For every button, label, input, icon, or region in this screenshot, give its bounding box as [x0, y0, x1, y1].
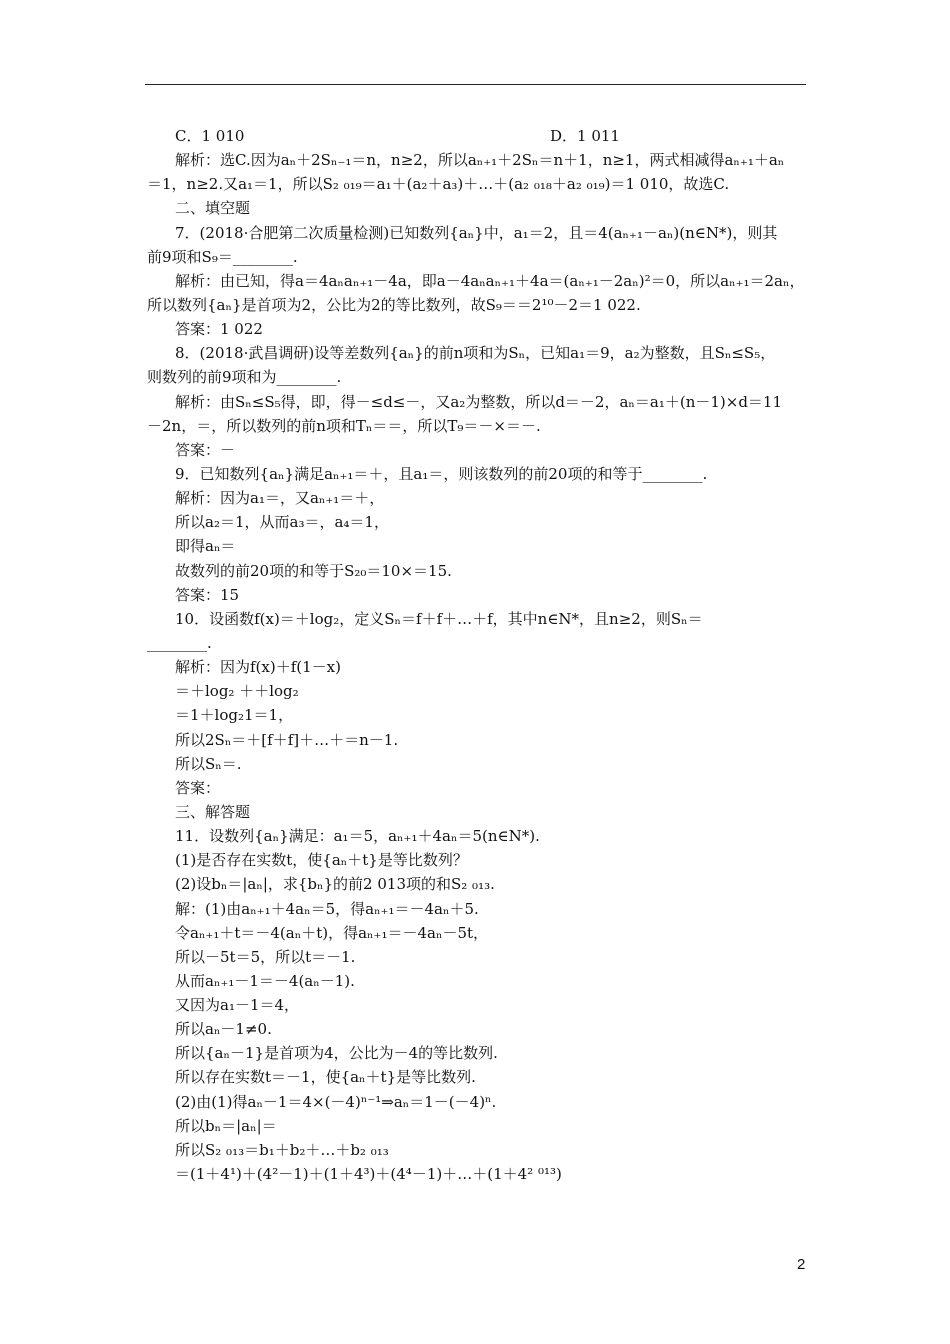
solution-11-line-10: 所以bₙ＝|aₙ|＝: [175, 1116, 277, 1135]
question-7-line-1: 7．(2018·合肥第二次质量检测)已知数列{aₙ}中，a₁＝2，且＝4(aₙ₊₁－aₙ)(n∈N*)，则其: [175, 223, 778, 242]
solution-11-line-1: 解：(1)由aₙ₊₁＋4aₙ＝5，得aₙ₊₁＝－4aₙ＋5.: [175, 899, 479, 918]
solution-10-line-2: ＝＋log₂ ＋＋log₂: [175, 682, 299, 701]
solution-11-line-6: 所以aₙ－1≠0.: [175, 1020, 272, 1039]
question-11-part-2: (2)设bₙ＝|aₙ|，求{bₙ}的前2 013项的和S₂ ₀₁₃.: [175, 875, 495, 894]
question-8-line-2: 则数列的前9项和为________.: [147, 368, 342, 387]
answer-8: 答案：－: [175, 440, 236, 459]
solution-11-line-3: 所以－5t＝5，所以t＝－1.: [175, 947, 356, 966]
header-rule: [145, 84, 806, 85]
choice-row: [147, 124, 809, 148]
question-8-line-1: 8．(2018·武昌调研)设等差数列{aₙ}的前n项和为Sₙ，已知a₁＝9，a₂为整数，且Sₙ≤S₅，: [175, 344, 776, 363]
page-number: 2: [797, 1256, 806, 1273]
choice-c: C．1 010: [175, 127, 245, 145]
section-heading-solve: 三、解答题: [175, 802, 251, 821]
question-11: 11．设数列{aₙ}满足：a₁＝5，aₙ₊₁＋4aₙ＝5(n∈N*).: [175, 827, 540, 846]
solution-9-line-1: 解析：因为a₁＝，又aₙ₊₁＝＋，: [175, 489, 385, 508]
question-10-line-1: 10．设函数f(x)＝＋log₂，定义Sₙ＝f＋f＋…＋f，其中n∈N*，且n≥2，则Sₙ＝: [175, 609, 703, 628]
solution-9-line-3: 即得aₙ＝: [175, 537, 236, 556]
solution-11-line-2: 令aₙ₊₁＋t＝－4(aₙ＋t)，得aₙ₊₁＝－4aₙ－5t，: [175, 923, 489, 942]
solution-11-line-7: 所以{aₙ－1}是首项为4，公比为－4的等比数列.: [175, 1044, 498, 1063]
question-11-part-1: (1)是否存在实数t，使{aₙ＋t}是等比数列？: [175, 851, 468, 870]
solution-10-line-5: 所以Sₙ＝.: [175, 754, 242, 773]
solution-11-line-8: 所以存在实数t＝－1，使{aₙ＋t}是等比数列.: [175, 1068, 476, 1087]
solution-9-line-2: 所以a₂＝1，从而a₃＝，a₄＝1，: [175, 513, 389, 532]
solution-11-line-11: 所以S₂ ₀₁₃＝b₁＋b₂＋…＋b₂ ₀₁₃: [175, 1140, 389, 1159]
answer-9: 答案：15: [175, 585, 240, 604]
solution-6-line-1: 解析：选C.因为aₙ＋2Sₙ₋₁＝n，n≥2，所以aₙ₊₁＋2Sₙ＝n＋1，n≥1，两式相减得aₙ₊₁＋aₙ: [175, 151, 785, 170]
solution-11-line-9: (2)由(1)得aₙ－1＝4×(－4)ⁿ⁻¹⇒aₙ＝1－(－4)ⁿ.: [175, 1092, 497, 1111]
solution-7-line-2: 所以数列{aₙ}是首项为2，公比为2的等比数列，故S₉＝＝2¹⁰－2＝1 022.: [147, 295, 641, 314]
solution-10-line-3: ＝1＋log₂1＝1，: [175, 706, 294, 725]
answer-10: 答案：: [175, 778, 221, 797]
solution-10-line-4: 所以2Sₙ＝＋[f＋f]＋…＋＝n－1.: [175, 730, 399, 749]
solution-11-line-5: 又因为a₁－1＝4，: [175, 996, 300, 1015]
solution-10-line-1: 解析：因为f(x)＋f(1－x): [175, 658, 341, 677]
solution-8-line-2: －2n，＝，所以数列的前n项和Tₙ＝＝，所以T₉＝－×＝－.: [147, 416, 541, 435]
question-7-line-2: 前9项和S₉＝________.: [147, 247, 298, 266]
solution-11-line-12: ＝(1＋4¹)＋(4²－1)＋(1＋4³)＋(4⁴－1)＋…＋(1＋4² ⁰¹³): [175, 1165, 562, 1184]
solution-9-line-4: 故数列的前20项的和等于S₂₀＝10×＝15.: [175, 561, 452, 580]
solution-6-line-2: ＝1，n≥2.又a₁＝1，所以S₂ ₀₁₉＝a₁＋(a₂＋a₃)＋…＋(a₂ ₀₁₈＋a₂ ₀₁₉)＝1 010，故选C.: [147, 175, 730, 194]
solution-7-line-1: 解析：由已知，得a＝4aₙaₙ₊₁－4a，即a－4aₙaₙ₊₁＋4a＝(aₙ₊₁－2aₙ)²＝0，所以aₙ₊₁＝2aₙ，: [175, 271, 805, 290]
answer-7: 答案：1 022: [175, 320, 263, 339]
choice-d: D．1 011: [550, 127, 620, 145]
question-9: 9．已知数列{aₙ}满足aₙ₊₁＝＋，且a₁＝，则该数列的前20项的和等于________.: [175, 464, 708, 483]
solution-11-line-4: 从而aₙ₊₁－1＝－4(aₙ－1).: [175, 971, 355, 990]
solution-8-line-1: 解析：由Sₙ≤S₅得，即，得－≤d≤－，又a₂为整数，所以d＝－2，aₙ＝a₁＋(n－1)×d＝11: [175, 392, 783, 411]
question-10-line-2: ________.: [147, 633, 212, 652]
section-heading-fill-in: 二、填空题: [175, 199, 251, 218]
page-body: [147, 124, 809, 1186]
